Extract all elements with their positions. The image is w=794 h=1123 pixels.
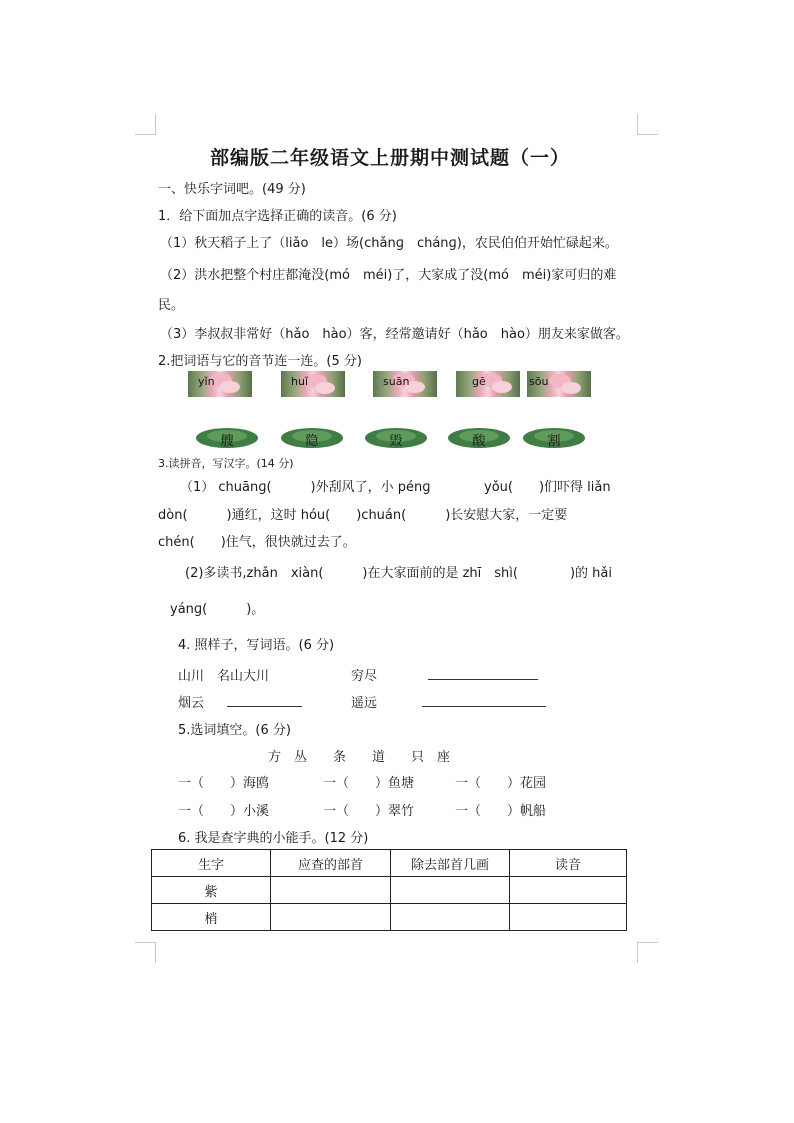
leaf-character: 隐 — [305, 434, 319, 449]
q2-heading: 2.把词语与它的音节连一连。(5 分) — [158, 354, 362, 369]
pinyin-label: suān — [383, 375, 410, 388]
leaf-card[interactable] — [447, 427, 511, 449]
table-row — [152, 904, 627, 931]
table-header: 读音 — [510, 850, 627, 877]
lotus-card[interactable] — [281, 371, 345, 397]
answer-line[interactable] — [428, 679, 538, 680]
q5-options: 方 丛 条 道 只 座 — [268, 750, 451, 765]
answer-line[interactable] — [227, 706, 302, 707]
table-cell[interactable] — [271, 904, 391, 931]
leaf-card[interactable] — [280, 427, 344, 449]
q1-item-3: （3）李叔叔非常好（hǎo hào）客，经常邀请好（hǎo hào）朋友来家做客。 — [160, 327, 629, 342]
q5-heading: 5.选词填空。(6 分) — [178, 723, 291, 738]
pinyin-label: huǐ — [291, 375, 308, 388]
leaf-character: 割 — [547, 434, 561, 449]
lotus-card[interactable] — [456, 371, 520, 397]
leaf-character: 毁 — [389, 434, 403, 449]
table-header: 生字 — [152, 850, 271, 877]
crop-mark-top-left — [135, 114, 156, 135]
q3-line-1b: yǒu( )们吓得 liǎn — [484, 480, 611, 495]
leaf-character: 艘 — [220, 434, 234, 449]
leaf-card[interactable] — [522, 427, 586, 449]
q6-heading: 6. 我是查字典的小能手。(12 分) — [178, 831, 369, 846]
dictionary-table — [151, 849, 627, 931]
q3-line-2: dòn( )通红，这时 hóu( )chuán( )长安慰大家，一定要 — [158, 508, 568, 523]
q3-line-1a: （1） chuānɡ( )外刮风了，小 pénɡ — [180, 480, 431, 495]
q4-word: 遥远 — [351, 696, 378, 711]
crop-mark-top-right — [637, 114, 658, 135]
lotus-card[interactable] — [188, 371, 252, 397]
table-row — [152, 877, 627, 904]
pinyin-label: yǐn — [198, 375, 215, 388]
leaf-card[interactable] — [195, 427, 259, 449]
page-title: 部编版二年级语文上册期中测试题（一） — [210, 147, 571, 169]
lotus-card[interactable] — [527, 371, 591, 397]
q3-line-4: (2)多读书,zhǎn xiàn( )在大家面前的是 zhī shì( )的 hǎi — [185, 566, 612, 581]
q1-item-2-cont: 民。 — [158, 298, 185, 313]
q5-blank[interactable]: 一（ ）帆船 — [455, 804, 547, 819]
q4-example: 山川 名山大川 — [178, 669, 270, 684]
leaf-character: 酸 — [472, 434, 486, 449]
q5-blank[interactable]: 一（ ）翠竹 — [323, 804, 415, 819]
crop-mark-bottom-right — [637, 942, 658, 963]
table-header: 应查的部首 — [271, 850, 391, 877]
q4-word: 烟云 — [178, 696, 205, 711]
q4-word: 穷尽 — [351, 669, 378, 684]
table-cell: 梢 — [152, 904, 271, 931]
table-cell[interactable] — [510, 904, 627, 931]
q1-item-1: （1）秋天稻子上了（liǎo le）场(chǎnɡ chánɡ)，农民伯伯开始忙碌起来。 — [160, 236, 618, 251]
q5-blank[interactable]: 一（ ）鱼塘 — [323, 776, 415, 791]
table-cell[interactable] — [391, 877, 510, 904]
q5-blank[interactable]: 一（ ）花园 — [455, 776, 547, 791]
table-cell[interactable] — [510, 877, 627, 904]
crop-mark-bottom-left — [135, 942, 156, 963]
q1-item-2: （2）洪水把整个村庄都淹没(mó méi)了，大家成了没(mó méi)家可归的难 — [160, 268, 617, 283]
q3-line-3: chén( )住气，很快就过去了。 — [158, 535, 356, 550]
lotus-card[interactable] — [373, 371, 437, 397]
q5-blank[interactable]: 一（ ）海鸥 — [178, 776, 270, 791]
q4-heading: 4. 照样子，写词语。(6 分) — [178, 638, 335, 653]
pinyin-label: gē — [472, 375, 486, 388]
q3-heading: 3.读拼音，写汉字。(14 分) — [158, 457, 294, 470]
q1-heading: 1．给下面加点字选择正确的读音。(6 分) — [158, 209, 397, 224]
table-cell[interactable] — [271, 877, 391, 904]
leaf-card[interactable] — [364, 427, 428, 449]
table-cell: 紫 — [152, 877, 271, 904]
q3-line-5: yánɡ( )。 — [170, 602, 265, 617]
q5-blank[interactable]: 一（ ）小溪 — [178, 804, 270, 819]
pinyin-label: sōu — [529, 375, 549, 388]
table-cell[interactable] — [391, 904, 510, 931]
section-heading: 一、快乐字词吧。(49 分) — [158, 182, 306, 197]
table-header: 除去部首几画 — [391, 850, 510, 877]
answer-line[interactable] — [422, 706, 546, 707]
